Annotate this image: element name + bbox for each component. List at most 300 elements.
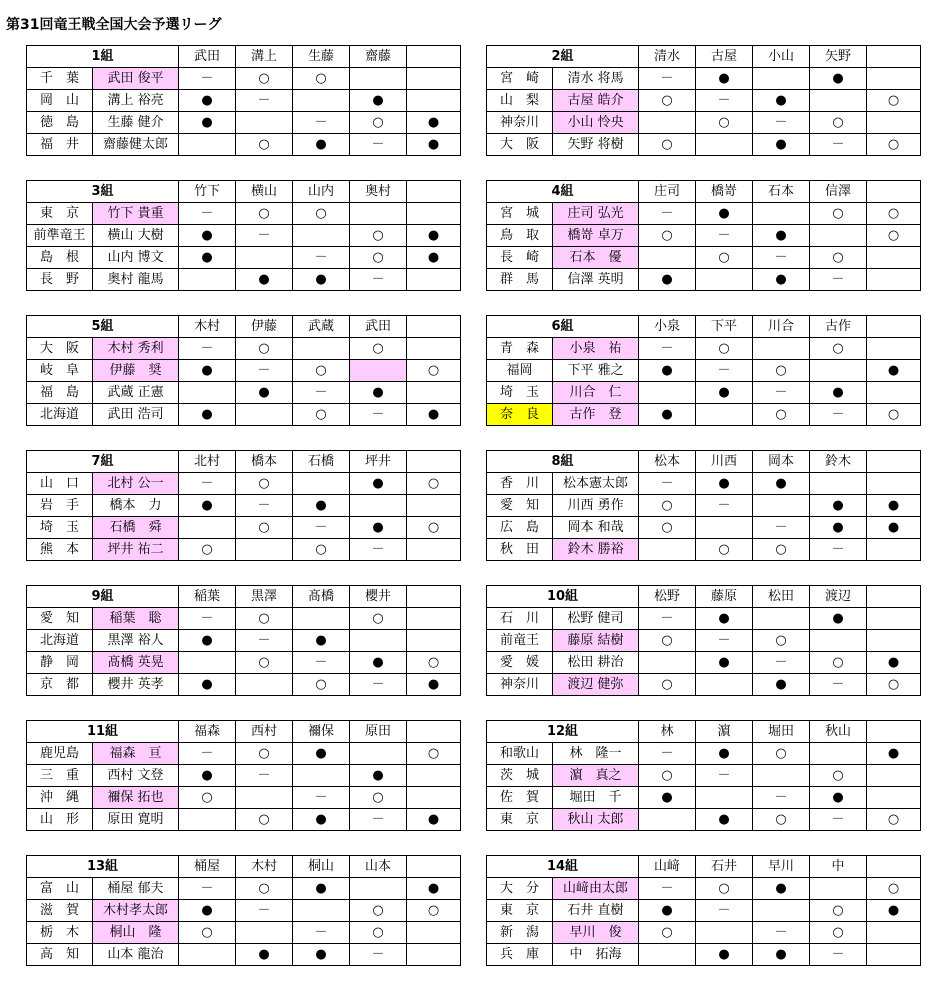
player-name-cell: 橋本 力: [93, 495, 179, 517]
result-cell: －: [350, 404, 407, 426]
table-row: [487, 900, 921, 922]
table-row: [487, 787, 921, 809]
prefecture-cell: 前竜王: [487, 630, 553, 652]
result-cell: －: [810, 404, 867, 426]
column-header: 小山: [753, 46, 810, 68]
result-cell: [293, 225, 350, 247]
result-cell: ●: [179, 360, 236, 382]
group-name: 2組: [487, 46, 639, 68]
result-cell: ●: [407, 878, 461, 900]
prefecture-cell: 秋 田: [487, 539, 553, 561]
result-cell: －: [179, 68, 236, 90]
prefecture-cell: 東 京: [487, 809, 553, 831]
result-cell: ●: [696, 473, 753, 495]
column-header: 川西: [696, 451, 753, 473]
column-header: 原田: [350, 721, 407, 743]
result-cell: －: [350, 134, 407, 156]
table-row: [487, 652, 921, 674]
group-name: 7組: [27, 451, 179, 473]
result-cell: [867, 382, 921, 404]
column-header: 山内: [293, 181, 350, 203]
player-name-cell: 竹下 貴重: [93, 203, 179, 225]
result-cell: ●: [639, 360, 696, 382]
result-cell: －: [639, 68, 696, 90]
player-name-cell: 川合 仁: [553, 382, 639, 404]
result-cell: [407, 68, 461, 90]
result-cell: ○: [810, 652, 867, 674]
league-table-group-11: [26, 720, 461, 831]
player-name-cell: 山﨑由太郎: [553, 878, 639, 900]
result-cell: －: [293, 112, 350, 134]
table-row: [487, 539, 921, 561]
player-name-cell: 桐山 隆: [93, 922, 179, 944]
result-cell: [753, 900, 810, 922]
group-name: 12組: [487, 721, 639, 743]
column-header: [867, 46, 921, 68]
player-name-cell: 古屋 皓介: [553, 90, 639, 112]
prefecture-cell: 群 馬: [487, 269, 553, 291]
player-name-cell: 横山 大樹: [93, 225, 179, 247]
player-name-cell: 清水 将馬: [553, 68, 639, 90]
table-row: [27, 473, 461, 495]
group-name: 6組: [487, 316, 639, 338]
result-cell: [810, 473, 867, 495]
result-cell: ○: [867, 404, 921, 426]
result-cell: ●: [639, 269, 696, 291]
column-header: [407, 316, 461, 338]
result-cell: －: [753, 112, 810, 134]
column-header: 川合: [753, 316, 810, 338]
prefecture-cell: 三 重: [27, 765, 93, 787]
result-cell: ●: [179, 90, 236, 112]
result-cell: ●: [753, 674, 810, 696]
result-cell: －: [810, 674, 867, 696]
league-table-group-3: [26, 180, 461, 291]
result-cell: ○: [753, 809, 810, 831]
column-header: 武田: [350, 316, 407, 338]
result-cell: ○: [236, 608, 293, 630]
table-header-row: [487, 586, 921, 608]
table-row: [487, 269, 921, 291]
result-cell: ●: [810, 608, 867, 630]
result-cell: [236, 404, 293, 426]
column-header: 古屋: [696, 46, 753, 68]
column-header: 伊藤: [236, 316, 293, 338]
prefecture-cell: 神奈川: [487, 112, 553, 134]
table-row: [27, 608, 461, 630]
player-name-cell: 禰保 拓也: [93, 787, 179, 809]
result-cell: ●: [810, 382, 867, 404]
result-cell: ○: [350, 922, 407, 944]
result-cell: [350, 360, 407, 382]
prefecture-cell: 奈 良: [487, 404, 553, 426]
league-table-group-7: [26, 450, 461, 561]
prefecture-cell: 愛 知: [27, 608, 93, 630]
result-cell: ●: [407, 809, 461, 831]
result-cell: [867, 539, 921, 561]
league-table-group-9: [26, 585, 461, 696]
result-cell: ●: [293, 809, 350, 831]
column-header: 坪井: [350, 451, 407, 473]
table-row: [27, 404, 461, 426]
player-name-cell: 山内 博文: [93, 247, 179, 269]
result-cell: ○: [639, 517, 696, 539]
result-cell: [407, 90, 461, 112]
column-header: 庄司: [639, 181, 696, 203]
result-cell: －: [639, 473, 696, 495]
prefecture-cell: 山 形: [27, 809, 93, 831]
prefecture-cell: 東 京: [487, 900, 553, 922]
table-row: [487, 878, 921, 900]
league-table-group-10: [486, 585, 921, 696]
result-cell: ○: [639, 674, 696, 696]
prefecture-cell: 福岡: [487, 360, 553, 382]
result-cell: [753, 495, 810, 517]
result-cell: －: [696, 360, 753, 382]
result-cell: ●: [753, 134, 810, 156]
player-name-cell: 坪井 祐二: [93, 539, 179, 561]
result-cell: －: [639, 203, 696, 225]
player-name-cell: 矢野 将樹: [553, 134, 639, 156]
prefecture-cell: 長 野: [27, 269, 93, 291]
result-cell: ●: [696, 743, 753, 765]
column-header: 堀田: [753, 721, 810, 743]
result-cell: ○: [753, 743, 810, 765]
result-cell: ●: [293, 743, 350, 765]
result-cell: ○: [179, 787, 236, 809]
result-cell: －: [696, 225, 753, 247]
result-cell: －: [236, 360, 293, 382]
result-cell: ●: [696, 203, 753, 225]
column-header: 渡辺: [810, 586, 867, 608]
player-name-cell: 山本 龍治: [93, 944, 179, 966]
result-cell: [810, 878, 867, 900]
player-name-cell: 石井 直樹: [553, 900, 639, 922]
column-header: 奥村: [350, 181, 407, 203]
result-cell: ●: [696, 382, 753, 404]
column-header: [867, 856, 921, 878]
prefecture-cell: 岡 山: [27, 90, 93, 112]
result-cell: [407, 539, 461, 561]
prefecture-cell: 山 口: [27, 473, 93, 495]
result-cell: ●: [867, 652, 921, 674]
column-header: 黒澤: [236, 586, 293, 608]
result-cell: [696, 269, 753, 291]
result-cell: ●: [810, 517, 867, 539]
result-cell: ●: [639, 900, 696, 922]
result-cell: [407, 787, 461, 809]
column-header: 石本: [753, 181, 810, 203]
table-row: [487, 630, 921, 652]
result-cell: ○: [867, 878, 921, 900]
prefecture-cell: 前準竜王: [27, 225, 93, 247]
result-cell: －: [696, 630, 753, 652]
result-cell: [696, 134, 753, 156]
prefecture-cell: 香 川: [487, 473, 553, 495]
result-cell: [867, 787, 921, 809]
table-row: [27, 809, 461, 831]
result-cell: ○: [236, 878, 293, 900]
player-name-cell: 藤原 結樹: [553, 630, 639, 652]
table-header-row: [487, 316, 921, 338]
prefecture-cell: 愛 媛: [487, 652, 553, 674]
result-cell: －: [810, 809, 867, 831]
column-header: 西村: [236, 721, 293, 743]
table-row: [27, 900, 461, 922]
table-row: [487, 765, 921, 787]
prefecture-cell: 埼 玉: [27, 517, 93, 539]
table-row: [487, 404, 921, 426]
prefecture-cell: 東 京: [27, 203, 93, 225]
column-header: 清水: [639, 46, 696, 68]
result-cell: [867, 922, 921, 944]
column-header: 古作: [810, 316, 867, 338]
result-cell: ●: [293, 134, 350, 156]
result-cell: ○: [867, 203, 921, 225]
result-cell: ○: [753, 404, 810, 426]
table-row: [27, 225, 461, 247]
result-cell: ●: [696, 944, 753, 966]
table-row: [487, 90, 921, 112]
result-cell: ●: [179, 112, 236, 134]
prefecture-cell: 山 梨: [487, 90, 553, 112]
player-name-cell: 庄司 弘光: [553, 203, 639, 225]
table-row: [487, 743, 921, 765]
result-cell: [293, 608, 350, 630]
result-cell: [696, 787, 753, 809]
result-cell: ●: [696, 608, 753, 630]
result-cell: ●: [350, 473, 407, 495]
column-header: 桶屋: [179, 856, 236, 878]
result-cell: ○: [236, 473, 293, 495]
group-name: 4組: [487, 181, 639, 203]
result-cell: －: [639, 878, 696, 900]
prefecture-cell: 福 島: [27, 382, 93, 404]
result-cell: ○: [867, 809, 921, 831]
result-cell: －: [753, 247, 810, 269]
table-header-row: [27, 46, 461, 68]
column-header: 髙橋: [293, 586, 350, 608]
result-cell: －: [639, 338, 696, 360]
result-cell: ●: [179, 765, 236, 787]
player-name-cell: 福森 亘: [93, 743, 179, 765]
table-header-row: [487, 451, 921, 473]
prefecture-cell: 京 都: [27, 674, 93, 696]
prefecture-cell: 栃 木: [27, 922, 93, 944]
player-name-cell: 稲葉 聡: [93, 608, 179, 630]
result-cell: ○: [639, 225, 696, 247]
table-row: [487, 473, 921, 495]
result-cell: [179, 382, 236, 404]
result-cell: ○: [293, 68, 350, 90]
result-cell: ○: [179, 539, 236, 561]
table-row: [27, 134, 461, 156]
result-cell: ●: [753, 473, 810, 495]
table-row: [27, 360, 461, 382]
player-name-cell: 林 隆一: [553, 743, 639, 765]
result-cell: [867, 112, 921, 134]
prefecture-cell: 高 知: [27, 944, 93, 966]
result-cell: ○: [810, 203, 867, 225]
prefecture-cell: 大 分: [487, 878, 553, 900]
table-header-row: [487, 181, 921, 203]
league-table-group-2: [486, 45, 921, 156]
player-name-cell: 早川 俊: [553, 922, 639, 944]
column-header: [407, 451, 461, 473]
result-cell: [867, 68, 921, 90]
result-cell: ●: [179, 495, 236, 517]
table-row: [487, 809, 921, 831]
result-cell: ○: [407, 517, 461, 539]
result-cell: ○: [293, 539, 350, 561]
league-table-group-14: [486, 855, 921, 966]
prefecture-cell: 和歌山: [487, 743, 553, 765]
result-cell: ○: [696, 878, 753, 900]
result-cell: [293, 765, 350, 787]
table-row: [487, 922, 921, 944]
result-cell: [867, 765, 921, 787]
prefecture-cell: 大 阪: [487, 134, 553, 156]
column-header: 下平: [696, 316, 753, 338]
result-cell: [753, 765, 810, 787]
prefecture-cell: 徳 島: [27, 112, 93, 134]
column-header: 岡本: [753, 451, 810, 473]
prefecture-cell: 石 川: [487, 608, 553, 630]
result-cell: －: [236, 90, 293, 112]
result-cell: [407, 608, 461, 630]
result-cell: [293, 338, 350, 360]
column-header: 藤原: [696, 586, 753, 608]
result-cell: [350, 743, 407, 765]
result-cell: ○: [639, 765, 696, 787]
result-cell: ●: [350, 765, 407, 787]
result-cell: ●: [867, 495, 921, 517]
column-header: [407, 181, 461, 203]
result-cell: －: [293, 247, 350, 269]
result-cell: －: [696, 900, 753, 922]
result-cell: ○: [293, 360, 350, 382]
result-cell: [639, 112, 696, 134]
player-name-cell: 木村孝太郎: [93, 900, 179, 922]
column-header: 石橋: [293, 451, 350, 473]
player-name-cell: 渡辺 健弥: [553, 674, 639, 696]
result-cell: －: [810, 269, 867, 291]
table-row: [27, 382, 461, 404]
result-cell: ●: [407, 404, 461, 426]
prefecture-cell: 新 潟: [487, 922, 553, 944]
result-cell: ○: [753, 630, 810, 652]
table-row: [487, 495, 921, 517]
column-header: 稲葉: [179, 586, 236, 608]
prefecture-cell: 滋 賀: [27, 900, 93, 922]
result-cell: [179, 517, 236, 539]
result-cell: [867, 473, 921, 495]
group-name: 8組: [487, 451, 639, 473]
result-cell: ○: [810, 900, 867, 922]
result-cell: ●: [407, 112, 461, 134]
result-cell: [293, 900, 350, 922]
prefecture-cell: 福 井: [27, 134, 93, 156]
result-cell: ○: [350, 608, 407, 630]
result-cell: ●: [179, 900, 236, 922]
table-row: [27, 517, 461, 539]
table-row: [27, 90, 461, 112]
result-cell: ●: [696, 68, 753, 90]
result-cell: －: [696, 90, 753, 112]
table-row: [27, 539, 461, 561]
result-cell: ○: [810, 338, 867, 360]
column-header: 松田: [753, 586, 810, 608]
table-row: [487, 225, 921, 247]
result-cell: ○: [236, 68, 293, 90]
result-cell: ●: [407, 674, 461, 696]
result-cell: [639, 944, 696, 966]
player-name-cell: 鈴木 勝裕: [553, 539, 639, 561]
result-cell: [236, 539, 293, 561]
table-row: [27, 630, 461, 652]
player-name-cell: 髙橋 英晃: [93, 652, 179, 674]
player-name-cell: 濵 真之: [553, 765, 639, 787]
result-cell: ●: [753, 944, 810, 966]
result-cell: [696, 517, 753, 539]
result-cell: －: [810, 944, 867, 966]
column-header: 武蔵: [293, 316, 350, 338]
player-name-cell: 松本憲太郎: [553, 473, 639, 495]
result-cell: [867, 944, 921, 966]
result-cell: －: [753, 787, 810, 809]
column-header: 信澤: [810, 181, 867, 203]
result-cell: [867, 608, 921, 630]
player-name-cell: 下平 雅之: [553, 360, 639, 382]
result-cell: ○: [867, 225, 921, 247]
table-row: [487, 112, 921, 134]
prefecture-cell: 熊 本: [27, 539, 93, 561]
group-name: 10組: [487, 586, 639, 608]
column-header: 橋本: [236, 451, 293, 473]
column-header: [407, 856, 461, 878]
result-cell: ●: [293, 944, 350, 966]
result-cell: [179, 269, 236, 291]
column-header: [867, 586, 921, 608]
result-cell: ○: [696, 539, 753, 561]
prefecture-cell: 沖 縄: [27, 787, 93, 809]
league-table-group-6: [486, 315, 921, 426]
table-header-row: [27, 181, 461, 203]
table-row: [27, 765, 461, 787]
result-cell: ●: [867, 900, 921, 922]
result-cell: ●: [350, 652, 407, 674]
result-cell: ●: [753, 225, 810, 247]
prefecture-cell: 広 島: [487, 517, 553, 539]
result-cell: －: [293, 787, 350, 809]
column-header: 齋藤: [350, 46, 407, 68]
result-cell: ○: [350, 225, 407, 247]
player-name-cell: 原田 寛明: [93, 809, 179, 831]
result-cell: ●: [753, 90, 810, 112]
player-name-cell: 小泉 祐: [553, 338, 639, 360]
result-cell: [236, 787, 293, 809]
result-cell: －: [753, 517, 810, 539]
result-cell: [407, 495, 461, 517]
column-header: 禰保: [293, 721, 350, 743]
result-cell: ●: [236, 269, 293, 291]
result-cell: [350, 203, 407, 225]
table-header-row: [487, 721, 921, 743]
result-cell: ●: [350, 382, 407, 404]
prefecture-cell: 鹿児島: [27, 743, 93, 765]
player-name-cell: 北村 公一: [93, 473, 179, 495]
result-cell: －: [753, 652, 810, 674]
